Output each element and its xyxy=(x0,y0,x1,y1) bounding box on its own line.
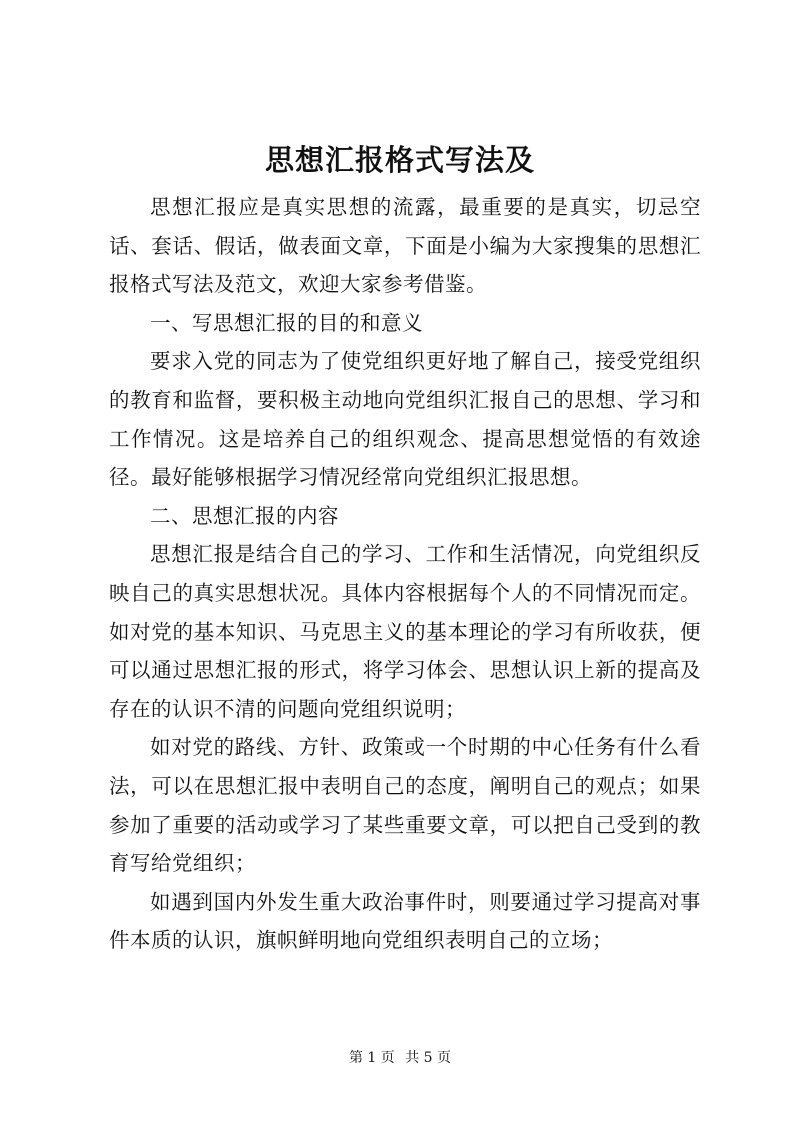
intro-paragraph: 思想汇报应是真实思想的流露，最重要的是真实，切忌空话、套话、假话，做表面文章，下面是小编为大家搜集的思想汇报格式写法及范文，欢迎大家参考借鉴。 xyxy=(109,195,701,297)
page-footer xyxy=(0,1048,800,1068)
page-number: 第 1 页 xyxy=(348,1050,395,1066)
paragraph-purpose: 要求入党的同志为了使党组织更好地了解自己，接受党组织的教育和监督，要积极主动地向党组织汇报自己的思想、学习和工作情况。这是培养自己的组织观念、提高思想觉悟的有效途径。最好能够根据学习情况经常向党组织汇报思想。 xyxy=(109,349,701,490)
section-heading-purpose: 一、写思想汇报的目的和意义 xyxy=(150,310,423,335)
document-title: 思想汇报格式写法及 xyxy=(264,143,535,177)
document-body xyxy=(109,188,701,960)
paragraph-content-3: 如遇到国内外发生重大政治事件时，则要通过学习提高对事件本质的认识，旗帜鲜明地向党组织表明自己的立场； xyxy=(109,889,701,953)
section-heading-content: 二、思想汇报的内容 xyxy=(150,503,339,528)
page-total: 共 5 页 xyxy=(405,1050,452,1066)
paragraph-content-2: 如对党的路线、方针、政策或一个时期的中心任务有什么看法，可以在思想汇报中表明自己的态度，阐明自己的观点；如果参加了重要的活动或学习了某些重要文章，可以把自己受到的教育写给党组织； xyxy=(109,735,701,876)
paragraph-content-1: 思想汇报是结合自己的学习、工作和生活情况，向党组织反映自己的真实思想状况。具体内容根据每个人的不同情况而定。如对党的基本知识、马克思主义的基本理论的学习有所收获，便可以通过思想汇报的形式，将学习体会、思想认识上新的提高及存在的认识不清的问题向党组织说明； xyxy=(109,542,701,721)
